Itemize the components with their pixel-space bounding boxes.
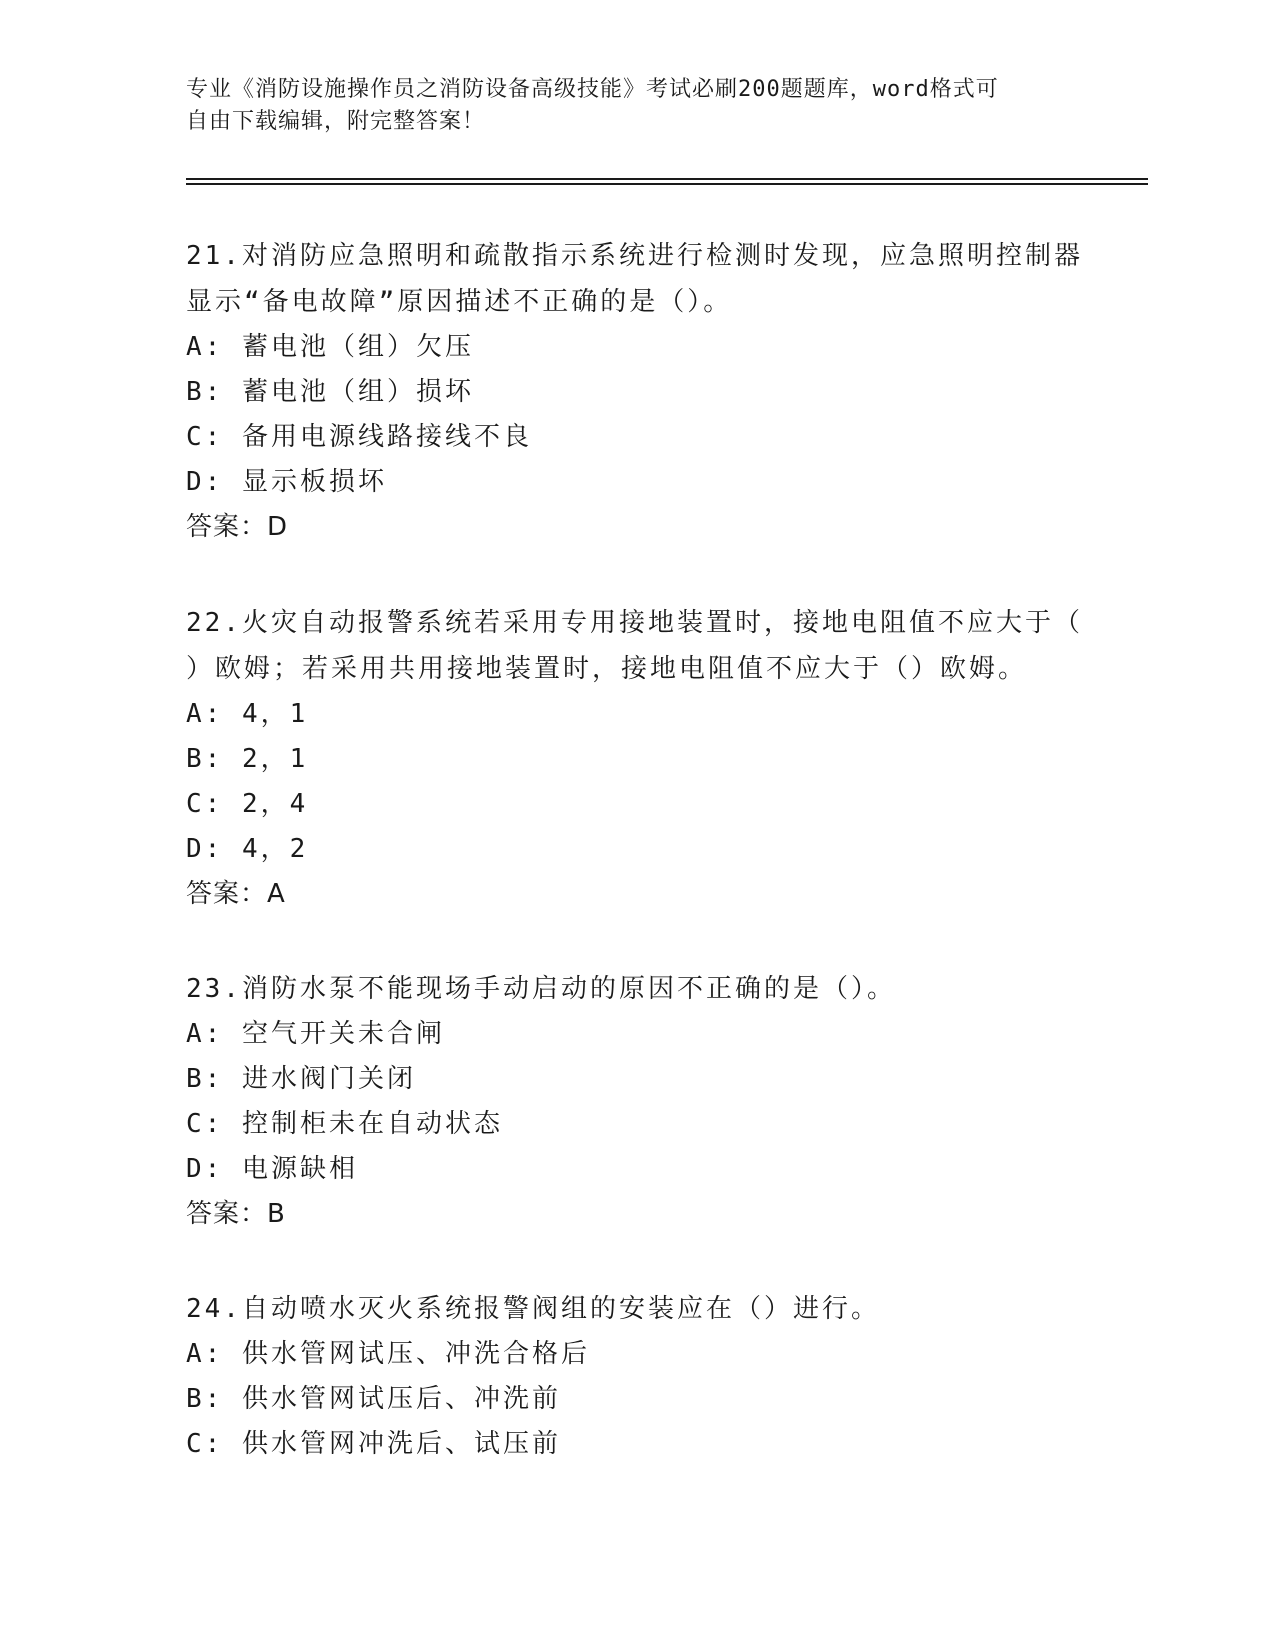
header-divider-top: [186, 178, 1148, 180]
option-d: D: 电源缺相: [186, 1154, 358, 1184]
header-line-2: 自由下载编辑，附完整答案！: [186, 109, 486, 134]
question-23: [186, 966, 1086, 1237]
header-divider-bottom: [186, 183, 1148, 185]
question-stem: 21.对消防应急照明和疏散指示系统进行检测时发现，应急照明控制器: [186, 241, 1083, 271]
question-stem: 23.消防水泵不能现场手动启动的原因不正确的是（）。: [186, 974, 896, 1004]
option-b: B: 2，1: [186, 744, 309, 774]
question-22: [186, 600, 1086, 917]
question-24: [186, 1286, 1086, 1467]
option-a: A: 供水管网试压、冲洗合格后: [186, 1339, 590, 1369]
document-header: [186, 74, 1086, 138]
option-b: B: 蓄电池（组）损坏: [186, 377, 474, 407]
option-a: A: 空气开关未合闸: [186, 1019, 445, 1049]
question-stem: 24.自动喷水灭火系统报警阀组的安装应在（）进行。: [186, 1294, 880, 1324]
answer: 答案：A: [186, 879, 286, 909]
answer: 答案：B: [186, 1199, 286, 1229]
option-c: C: 2，4: [186, 789, 309, 819]
option-b: B: 进水阀门关闭: [186, 1064, 416, 1094]
header-line-1: 专业《消防设施操作员之消防设备高级技能》考试必刷200题题库，word格式可: [186, 77, 999, 102]
option-c: C: 备用电源线路接线不良: [186, 422, 532, 452]
option-c: C: 控制柜未在自动状态: [186, 1109, 503, 1139]
option-b: B: 供水管网试压后、冲洗前: [186, 1384, 561, 1414]
answer: 答案：D: [186, 512, 289, 542]
option-d: D: 4，2: [186, 834, 309, 864]
question-stem: ）欧姆；若采用共用接地装置时，接地电阻值不应大于（）欧姆。: [186, 654, 1028, 684]
question-stem: 显示“备电故障”原因描述不正确的是（）。: [186, 287, 733, 317]
question-21: [186, 233, 1086, 550]
option-a: A: 蓄电池（组）欠压: [186, 332, 474, 362]
option-c: C: 供水管网冲洗后、试压前: [186, 1429, 561, 1459]
question-stem: 22.火灾自动报警系统若采用专用接地装置时，接地电阻值不应大于（: [186, 608, 1083, 638]
option-d: D: 显示板损坏: [186, 467, 387, 497]
option-a: A: 4，1: [186, 699, 309, 729]
